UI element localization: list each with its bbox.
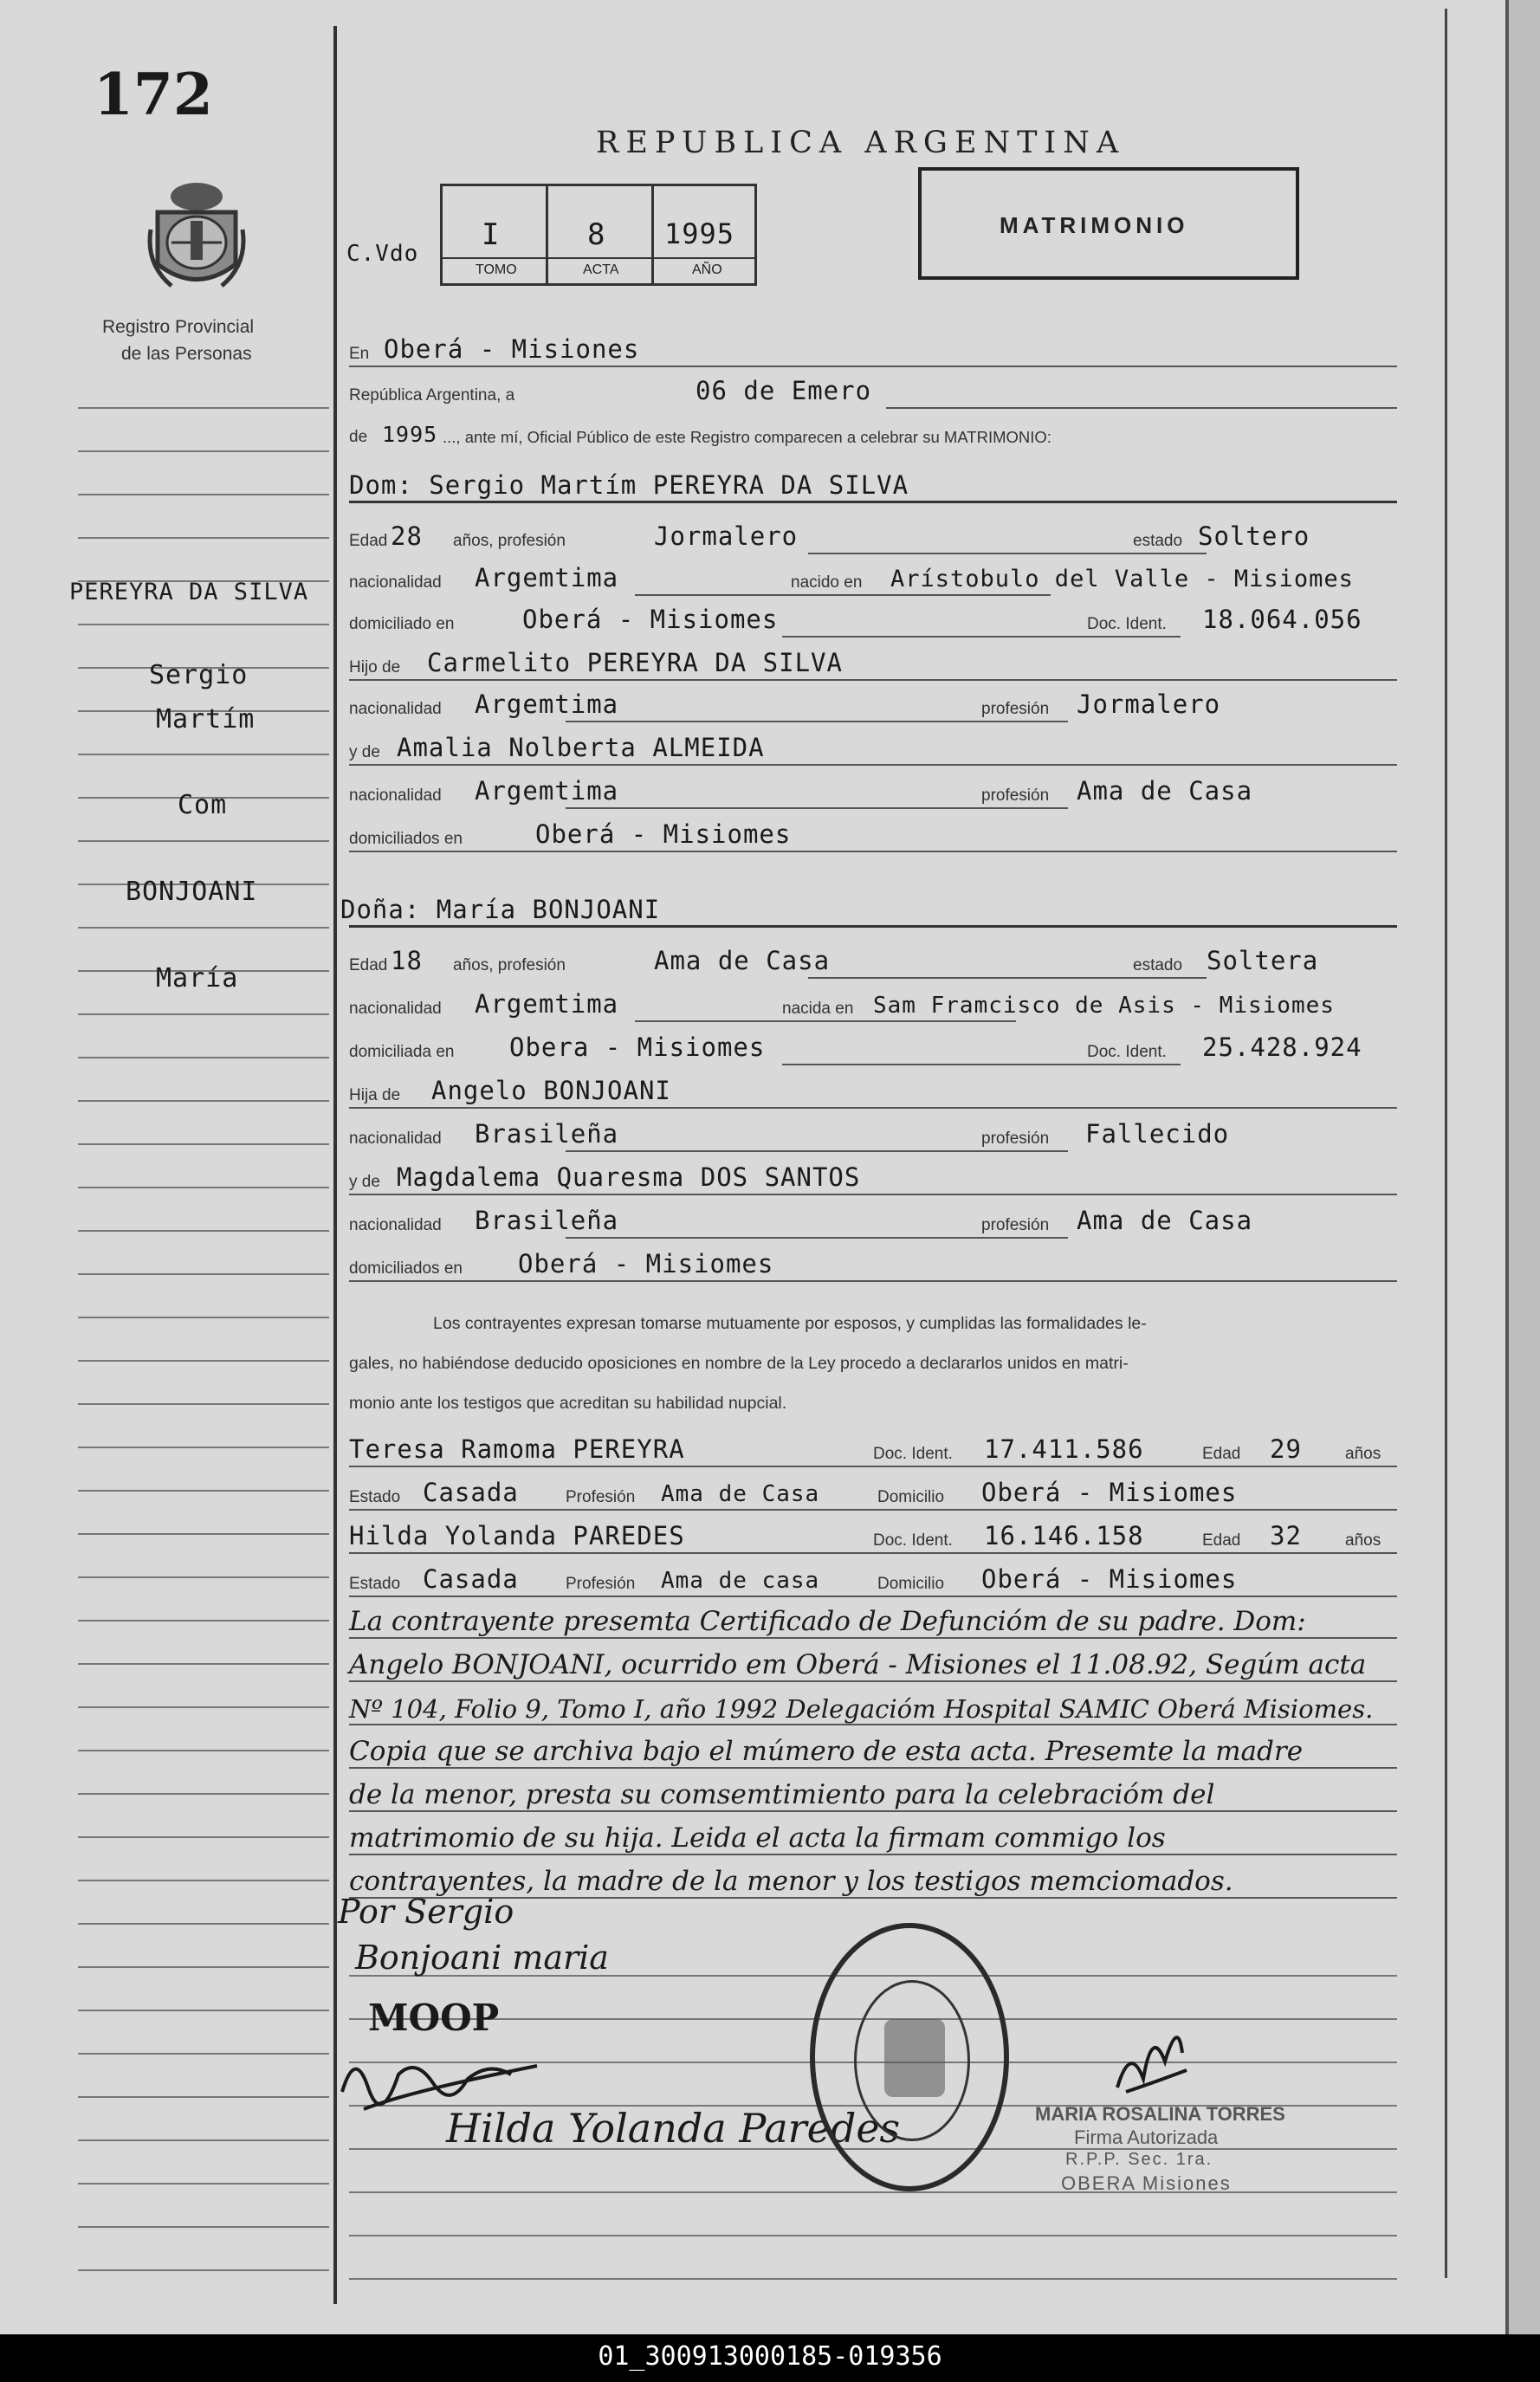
note-line xyxy=(349,1731,1397,1772)
witness-1-age: 29 xyxy=(1270,1434,1302,1464)
margin-rule-line xyxy=(78,1576,329,1578)
groom-father-nationality: Argemtima xyxy=(475,689,619,719)
bride-parents-domicile: Oberá - Misiomes xyxy=(518,1249,774,1278)
official-name: MARIA ROSALINA TORRES xyxy=(1035,2103,1285,2125)
margin-rule-line xyxy=(78,1100,329,1102)
note-text: Nº 104, Folio 9, Tomo I, año 1992 Delegacióm Hospital SAMIC Oberá Misiomes. xyxy=(349,1694,1374,1724)
groom-father-nationality-row: nacionalidad Argemtima profesión Jormalero xyxy=(349,684,1397,726)
groom-doc: 18.064.056 xyxy=(1202,605,1362,634)
margin-rule-line xyxy=(78,2139,329,2141)
witness-2-details-row: Estado Casada Profesión Ama de casa Domicilio Oberá - Misiomes xyxy=(349,1559,1397,1601)
margin-rule-line xyxy=(78,1966,329,1968)
witness-1-details-row: Estado Casada Profesión Ama de Casa Domicilio Oberá - Misiomes xyxy=(349,1473,1397,1514)
page-number: 172 xyxy=(94,61,213,128)
witness-1-profession: Ama de Casa xyxy=(661,1481,820,1507)
groom-title: Dom: Sergio Martím PEREYRA DA SILVA xyxy=(349,470,909,500)
groom-mother-row: y de Amalia Nolberta ALMEIDA xyxy=(349,728,1397,769)
bride-civil-status: Soltera xyxy=(1207,946,1319,975)
note-line xyxy=(349,1817,1397,1859)
note-text: matrimomio de su hija. Leida el acta la firmam commigo los xyxy=(349,1822,1166,1854)
margin-con: Com xyxy=(178,790,228,820)
groom-nationality: Argemtima xyxy=(475,563,619,592)
margin-rule-line xyxy=(78,1750,329,1751)
witness-1-name: Teresa Ramoma PEREYRA xyxy=(349,1434,685,1464)
bride-father: Angelo BONJOANI xyxy=(431,1076,671,1105)
ano-label: AÑO xyxy=(692,262,722,277)
groom-civil-status: Soltero xyxy=(1198,521,1310,551)
intro-year-row: de 1995 ..., ante mí, Oficial Público de este Registro comparecen a celebrar su MATRIMONIO: xyxy=(349,422,1051,447)
groom-nationality-row: nacionalidad Argemtima nacido en Arístobulo del Valle - Misiomes xyxy=(349,558,1397,599)
tomo-acta-ano-box xyxy=(440,184,757,286)
margin-rule-line xyxy=(78,624,329,625)
groom-age-row: Edad 28 años, profesión Jormalero estado Soltero xyxy=(349,516,1397,558)
signature-rule-line xyxy=(349,2191,1397,2193)
margin-rule-line xyxy=(78,1923,329,1925)
intro-year: 1995 xyxy=(382,422,438,447)
margin-rule-line xyxy=(78,1663,329,1665)
coat-of-arms-icon xyxy=(146,178,248,299)
note-text: contrayentes, la madre de la menor y los testigos memciomados. xyxy=(349,1866,1233,1897)
bride-father-nationality: Brasileña xyxy=(475,1119,619,1149)
margin-rule-line xyxy=(78,1880,329,1881)
margin-rule-line xyxy=(78,1620,329,1621)
intro-place-row: En Oberá - Misiones xyxy=(349,329,1397,371)
bride-mother-profession: Ama de Casa xyxy=(1077,1206,1253,1235)
note-line xyxy=(349,1774,1397,1816)
acta-value: 8 xyxy=(587,217,606,252)
bride-birthplace: Sam Framcisco de Asis - Misiomes xyxy=(873,993,1335,1019)
margin-groom-surname: PEREYRA DA SILVA xyxy=(69,579,309,605)
witness-1-row: Teresa Ramoma PEREYRA Doc. Ident. 17.411.586 Edad 29 años xyxy=(349,1429,1397,1471)
margin-rule-line xyxy=(78,1836,329,1838)
official-location: OBERA Misiones xyxy=(1061,2172,1232,2194)
bride-age-row: Edad 18 años, profesión Ama de Casa estado Soltera xyxy=(349,941,1397,982)
declaration-line-1: Los contrayentes expresan tomarse mutuamente por esposos, y cumplidas las formalidades le- xyxy=(433,1314,1147,1333)
groom-mother-nationality-row: nacionalidad Argemtima profesión Ama de Casa xyxy=(349,771,1397,812)
note-text: Copia que se archiva bajo el múmero de esta acta. Presemte la madre xyxy=(349,1736,1304,1767)
note-line xyxy=(349,1644,1397,1686)
ano-value: 1995 xyxy=(664,217,735,250)
margin-rule-line xyxy=(78,1793,329,1795)
note-text: Angelo BONJOANI, ocurrido em Oberá - Misiones el 11.08.92, Segúm acta xyxy=(349,1649,1367,1680)
bride-father-profession: Fallecido xyxy=(1085,1119,1230,1149)
margin-bride-surname: BONJOANI xyxy=(126,877,258,907)
margin-rule-line xyxy=(78,537,329,539)
intro-date: 06 de Emero xyxy=(696,376,872,405)
bride-father-row: Hija de Angelo BONJOANI xyxy=(349,1071,1397,1112)
register-code: C.Vdo xyxy=(346,241,419,267)
bride-profession: Ama de Casa xyxy=(654,946,831,975)
signature-1-line-1: Por Sergio xyxy=(338,1893,514,1931)
bride-nationality: Argemtima xyxy=(475,989,619,1019)
bride-domicile: Obera - Misiomes xyxy=(509,1032,766,1062)
official-seal-icon xyxy=(810,1923,1009,2191)
footer-strip xyxy=(0,2334,1540,2382)
margin-rule-line xyxy=(78,2096,329,2098)
margin-rule-line xyxy=(78,1013,329,1015)
witness-2-status: Casada xyxy=(423,1564,519,1594)
witness-2-domicile: Oberá - Misiomes xyxy=(981,1564,1238,1594)
groom-parents-domicile-row: domiciliados en Oberá - Misiomes xyxy=(349,814,1397,856)
tomo-value: I xyxy=(482,217,501,252)
bride-nationality-row: nacionalidad Argemtima nacida en Sam Framcisco de Asis - Misiomes xyxy=(349,984,1397,1026)
registry-line-2: de las Personas xyxy=(121,344,252,364)
right-border-line xyxy=(1445,9,1447,2278)
margin-rule-line xyxy=(78,1143,329,1145)
groom-parents-domicile: Oberá - Misiomes xyxy=(535,819,792,849)
witness-1-domicile: Oberá - Misiomes xyxy=(981,1478,1238,1507)
groom-father-row: Hijo de Carmelito PEREYRA DA SILVA xyxy=(349,643,1397,684)
bride-father-nationality-row: nacionalidad Brasileña profesión Fallecido xyxy=(349,1114,1397,1155)
acta-label: ACTA xyxy=(583,262,619,277)
groom-age: 28 xyxy=(391,521,423,551)
official-role: Firma Autorizada xyxy=(1074,2126,1219,2148)
margin-rule-line xyxy=(78,1317,329,1318)
file-id: 01_300913000185-019356 xyxy=(598,2341,942,2372)
bride-title: Doña: María BONJOANI xyxy=(340,895,661,924)
witness-2-doc: 16.146.158 xyxy=(984,1521,1144,1550)
groom-father-profession: Jormalero xyxy=(1077,689,1221,719)
margin-rule-line xyxy=(78,927,329,929)
adjacent-page-edge xyxy=(1505,0,1540,2334)
groom-title-row xyxy=(349,463,1397,507)
margin-rule-line xyxy=(78,1533,329,1535)
margin-rule-line xyxy=(78,1706,329,1708)
witness-1-doc: 17.411.586 xyxy=(984,1434,1144,1464)
margin-rule-line xyxy=(78,1490,329,1492)
bride-mother-nationality-row: nacionalidad Brasileña profesión Ama de Casa xyxy=(349,1201,1397,1242)
groom-father: Carmelito PEREYRA DA SILVA xyxy=(427,648,843,677)
margin-rule-line xyxy=(78,2226,329,2228)
signature-4: Hilda Yolanda Paredes xyxy=(446,2105,901,2152)
signature-rule-line xyxy=(349,2235,1397,2236)
groom-mother-profession: Ama de Casa xyxy=(1077,776,1253,806)
signature-3: MOOP xyxy=(368,1997,500,2039)
margin-bride-name: María xyxy=(156,963,239,994)
margin-rule-line xyxy=(78,450,329,452)
bride-mother-nationality: Brasileña xyxy=(475,1206,619,1235)
margin-rule-line xyxy=(78,1057,329,1058)
note-line xyxy=(349,1601,1397,1642)
groom-mother-nationality: Argemtima xyxy=(475,776,619,806)
groom-birthplace: Arístobulo del Valle - Misiomes xyxy=(890,566,1354,592)
witness-2-name: Hilda Yolanda PAREDES xyxy=(349,1521,685,1550)
note-line xyxy=(349,1687,1397,1729)
margin-rule-line xyxy=(78,1447,329,1448)
margin-rule-line xyxy=(78,1230,329,1232)
left-column-divider xyxy=(333,26,337,2304)
witness-2-age: 32 xyxy=(1270,1521,1302,1550)
groom-mother: Amalia Nolberta ALMEIDA xyxy=(397,733,765,762)
witness-1-status: Casada xyxy=(423,1478,519,1507)
record-type-box xyxy=(918,167,1299,280)
bride-mother: Magdalema Quaresma DOS SANTOS xyxy=(397,1162,861,1192)
witness-2-profession: Ama de casa xyxy=(661,1568,820,1594)
bride-doc: 25.428.924 xyxy=(1202,1032,1362,1062)
bride-parents-domicile-row: domiciliados en Oberá - Misiomes xyxy=(349,1244,1397,1285)
margin-rule-line xyxy=(78,840,329,842)
margin-rule-line xyxy=(78,1187,329,1188)
margin-rule-line xyxy=(78,494,329,495)
margin-rule-line xyxy=(78,1403,329,1405)
margin-rule-line xyxy=(78,754,329,755)
declaration-line-2: gales, no habiéndose deducido oposiciones en nombre de la Ley procedo a declararlos unidos en matri- xyxy=(349,1354,1129,1373)
margin-rule-line xyxy=(78,2183,329,2185)
margin-rule-line xyxy=(78,1360,329,1362)
signature-1-line-2: Bonjoani maria xyxy=(355,1939,609,1977)
record-type: MATRIMONIO xyxy=(1000,212,1189,238)
margin-groom-name-1: Sergio xyxy=(149,660,249,690)
margin-rule-line xyxy=(78,1273,329,1275)
groom-profession: Jormalero xyxy=(654,521,799,551)
intro-text: ..., ante mí, Oficial Público de este Registro comparecen a celebrar su MATRIMONIO: xyxy=(443,428,1051,446)
intro-date-row: República Argentina, a 06 de Emero xyxy=(349,371,1397,412)
margin-rule-line xyxy=(78,2010,329,2011)
bride-title-row xyxy=(340,888,1397,931)
margin-rule-line xyxy=(78,2269,329,2271)
bride-domicile-row: domiciliada en Obera - Misiomes Doc. Ident. 25.428.924 xyxy=(349,1027,1397,1069)
witness-2-row: Hilda Yolanda PAREDES Doc. Ident. 16.146.158 Edad 32 años xyxy=(349,1516,1397,1557)
note-text: La contrayente presemta Certificado de Defuncióm de su padre. Dom: xyxy=(349,1606,1306,1637)
tomo-label: TOMO xyxy=(476,262,517,277)
groom-domicile-row: domiciliado en Oberá - Misiomes Doc. Ident. 18.064.056 xyxy=(349,599,1397,641)
bride-age: 18 xyxy=(391,946,423,975)
margin-rule-line xyxy=(78,2053,329,2055)
registry-line-1: Registro Provincial xyxy=(102,317,255,337)
margin-groom-name-2: Martím xyxy=(156,704,256,735)
margin-rule-line xyxy=(78,407,329,409)
signature-rule-line xyxy=(349,2278,1397,2280)
groom-domicile: Oberá - Misiomes xyxy=(522,605,779,634)
declaration-line-3: monio ante los testigos que acreditan su habilidad nupcial. xyxy=(349,1394,787,1413)
official-signature-icon xyxy=(1100,2010,1195,2105)
intro-place: Oberá - Misiones xyxy=(384,334,640,364)
note-text: de la menor, presta su comsemtimiento para la celebracióm del xyxy=(349,1779,1215,1810)
country-title: REPUBLICA ARGENTINA xyxy=(596,126,1126,160)
bride-mother-row: y de Magdalema Quaresma DOS SANTOS xyxy=(349,1157,1397,1199)
official-office: R.P.P. Sec. 1ra. xyxy=(1065,2150,1213,2169)
